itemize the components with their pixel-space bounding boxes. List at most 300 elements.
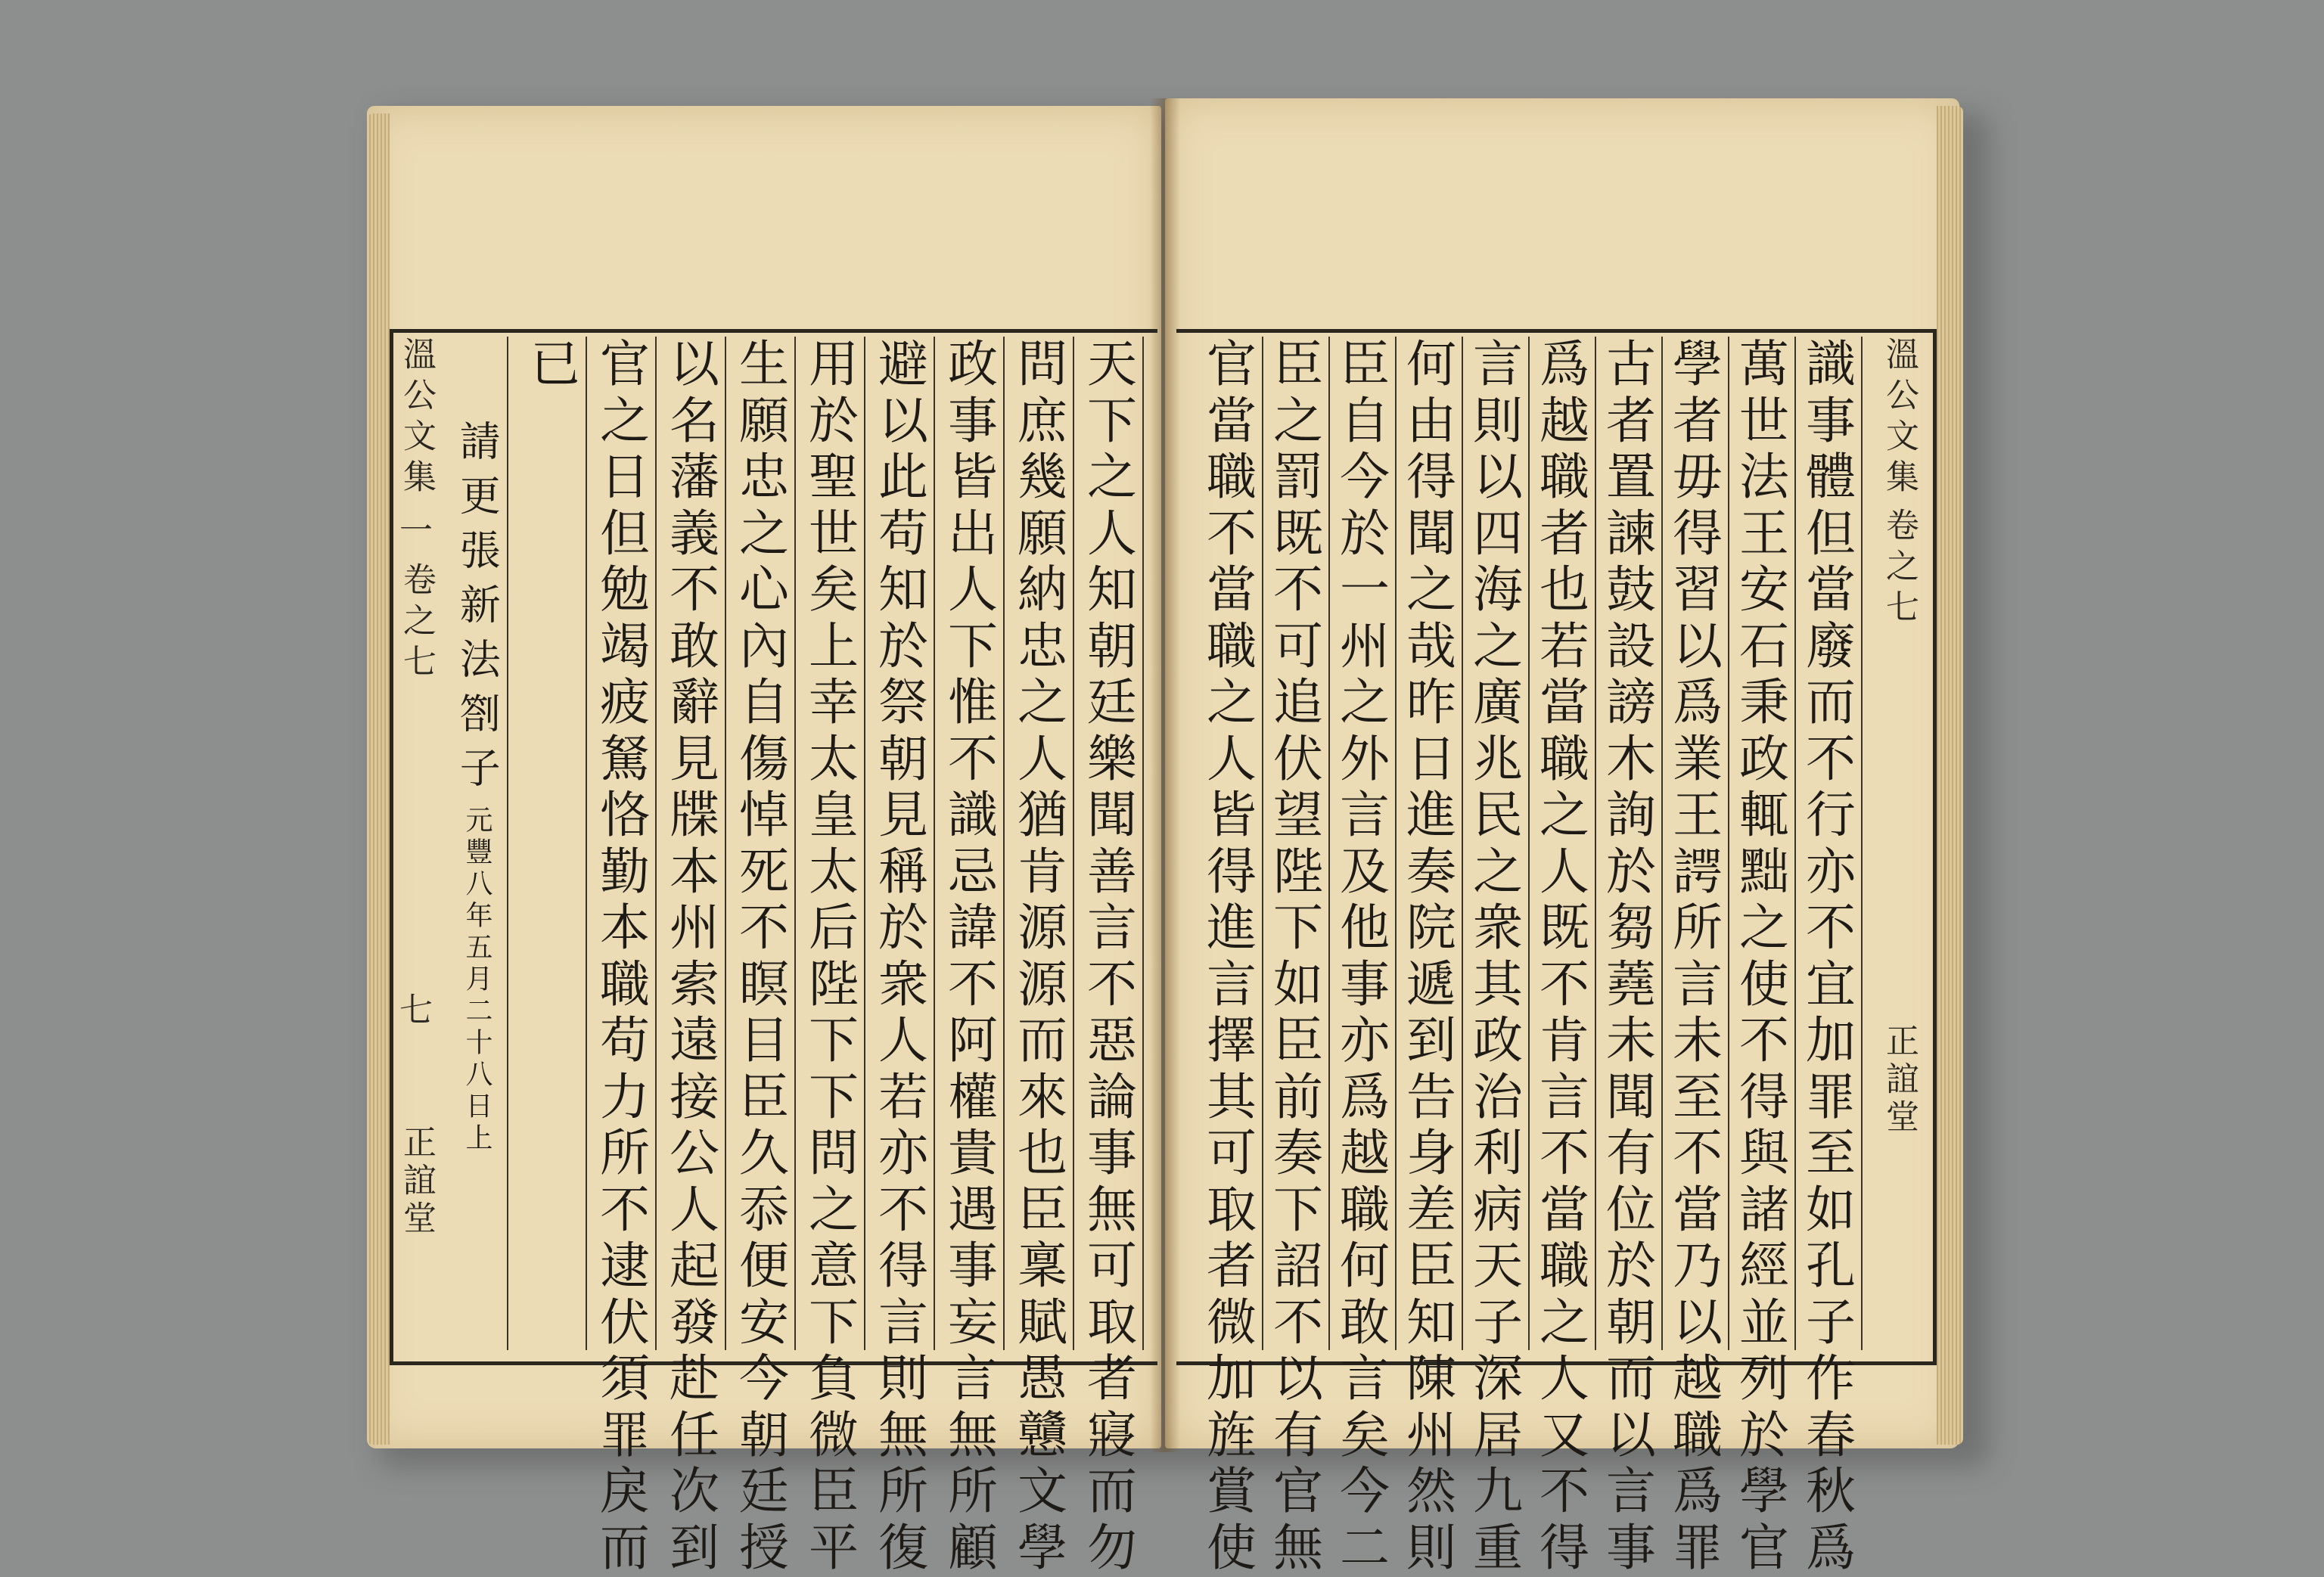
glyph: 官 — [1207, 335, 1257, 393]
glyph: 職 — [600, 955, 650, 1014]
glyph: 而 — [1087, 1462, 1137, 1520]
left-margin-bottom: 正誼堂 — [397, 1125, 436, 1238]
glyph: 置 — [1606, 448, 1656, 506]
glyph: 何 — [1340, 1237, 1390, 1295]
glyph: 罪 — [600, 1405, 650, 1464]
right-page-text-column — [1601, 335, 1663, 1577]
glyph: 朝 — [739, 1405, 789, 1464]
glyph: 猶 — [1018, 786, 1067, 844]
glyph: 不 — [1739, 1011, 1789, 1069]
right-page-text-column — [1468, 335, 1530, 1577]
right-margin-bottom: 正誼堂 — [1880, 1023, 1919, 1137]
glyph: 陛 — [1273, 842, 1323, 901]
glyph: 到 — [1406, 1011, 1456, 1069]
glyph: 諫 — [1606, 504, 1656, 563]
glyph: 不 — [1273, 560, 1323, 619]
glyph: 稱 — [878, 842, 928, 901]
glyph: 州 — [670, 899, 719, 957]
glyph: 重 — [1473, 1518, 1523, 1577]
glyph: 奏 — [1406, 842, 1456, 901]
glyph: 宜 — [1806, 955, 1856, 1014]
glyph: 當 — [1673, 1180, 1723, 1239]
glyph: 陛 — [809, 955, 859, 1014]
glyph: 天 — [1473, 1237, 1523, 1295]
glyph: 深 — [1473, 1349, 1523, 1408]
glyph: 如 — [1806, 1180, 1856, 1239]
glyph: 無 — [1087, 1180, 1137, 1239]
glyph: 今 — [1340, 1462, 1390, 1520]
glyph: 微 — [809, 1405, 859, 1464]
glyph: 業 — [1673, 729, 1723, 788]
glyph: 及 — [1340, 842, 1390, 901]
glyph: 已 — [530, 335, 580, 393]
glyph: 取 — [1087, 1293, 1137, 1352]
glyph: 則 — [1473, 391, 1523, 450]
glyph: 王 — [1739, 504, 1789, 563]
glyph: 疲 — [600, 673, 650, 731]
left-page-text-column — [803, 335, 865, 1577]
glyph: 職 — [1207, 616, 1257, 675]
left-margin-symbol: 一 — [399, 511, 433, 550]
glyph: 識 — [948, 786, 998, 844]
glyph: 若 — [1539, 616, 1589, 675]
right-page-text-column — [1201, 335, 1263, 1577]
glyph: 言 — [878, 1293, 928, 1352]
glyph: 太 — [809, 842, 859, 901]
glyph: 州 — [1406, 1405, 1456, 1464]
glyph: 無 — [948, 1405, 998, 1464]
glyph: 知 — [1087, 560, 1137, 619]
glyph: 人 — [1539, 1349, 1589, 1408]
glyph: 義 — [670, 504, 719, 563]
glyph: 哉 — [1406, 616, 1456, 675]
glyph: 越 — [1340, 1124, 1390, 1182]
glyph: 於 — [1739, 1405, 1789, 1464]
glyph: 進 — [1207, 899, 1257, 957]
glyph: 未 — [1673, 1011, 1723, 1069]
glyph: 爲 — [1673, 1462, 1723, 1520]
glyph: 由 — [1406, 391, 1456, 450]
right-page-text-column — [1401, 335, 1463, 1577]
glyph: 聞 — [1606, 1067, 1656, 1126]
glyph: 可 — [1207, 1124, 1257, 1182]
glyph: 既 — [1539, 899, 1589, 957]
glyph: 逮 — [600, 1237, 650, 1295]
glyph: 不 — [600, 1180, 650, 1239]
glyph: 不 — [1539, 955, 1589, 1014]
glyph: 當 — [1207, 391, 1257, 450]
glyph: 加 — [1207, 1349, 1257, 1408]
left-page-text-column — [664, 335, 726, 1577]
glyph: 言 — [1606, 1462, 1656, 1520]
glyph: 言 — [948, 1349, 998, 1408]
glyph: 於 — [1606, 842, 1656, 901]
glyph: 言 — [1673, 955, 1723, 1014]
glyph: 言 — [1340, 786, 1390, 844]
glyph: 職 — [1340, 1180, 1390, 1239]
glyph: 賦 — [1018, 1293, 1067, 1352]
glyph: 治 — [1473, 1067, 1523, 1126]
glyph: 言 — [1340, 1349, 1390, 1408]
glyph: 人 — [1539, 842, 1589, 901]
glyph: 起 — [670, 1237, 719, 1295]
glyph: 出 — [948, 504, 998, 563]
left-page-text-column — [1082, 335, 1144, 1577]
glyph: 赴 — [670, 1349, 719, 1408]
glyph: 敢 — [670, 616, 719, 675]
glyph: 人 — [878, 1011, 928, 1069]
glyph: 知 — [878, 560, 928, 619]
right-margin-title: 溫公文集 — [1880, 337, 1919, 500]
glyph: 內 — [739, 616, 789, 675]
glyph: 聞 — [1087, 786, 1137, 844]
glyph: 死 — [739, 842, 789, 901]
glyph: 院 — [1406, 899, 1456, 957]
glyph: 人 — [1207, 729, 1257, 788]
glyph: 苟 — [878, 504, 928, 563]
glyph: 人 — [1018, 729, 1067, 788]
glyph: 世 — [1739, 391, 1789, 450]
glyph: 學 — [1018, 1518, 1067, 1577]
glyph: 善 — [1087, 842, 1137, 901]
glyph: 臣 — [809, 1462, 859, 1520]
glyph: 於 — [878, 899, 928, 957]
glyph: 作 — [1806, 1349, 1856, 1408]
glyph: 朝 — [1087, 616, 1137, 675]
glyph: 事 — [1087, 1124, 1137, 1182]
glyph: 之 — [1473, 616, 1523, 675]
glyph: 詔 — [1273, 1237, 1323, 1295]
glyph: 復 — [878, 1518, 928, 1577]
glyph: 本 — [600, 899, 650, 957]
glyph: 瞑 — [739, 955, 789, 1014]
glyph: 不 — [948, 729, 998, 788]
glyph: 肯 — [1018, 842, 1067, 901]
glyph: 也 — [1539, 560, 1589, 619]
glyph: 太 — [809, 729, 859, 788]
glyph: 以 — [670, 335, 719, 393]
right-page-text-column — [1334, 335, 1397, 1577]
glyph: 列 — [1739, 1349, 1789, 1408]
glyph: 人 — [948, 560, 998, 619]
glyph: 以 — [1606, 1405, 1656, 1464]
glyph: 使 — [1207, 1518, 1257, 1577]
glyph: 以 — [1673, 616, 1723, 675]
glyph: 寢 — [1087, 1405, 1137, 1464]
glyph: 竭 — [600, 616, 650, 675]
glyph: 他 — [1340, 899, 1390, 957]
glyph: 下 — [948, 616, 998, 675]
glyph: 秉 — [1739, 673, 1789, 731]
glyph: 以 — [878, 391, 928, 450]
glyph: 平 — [809, 1518, 859, 1577]
glyph: 諸 — [1739, 1180, 1789, 1239]
glyph: 發 — [670, 1293, 719, 1352]
glyph: 職 — [1539, 1237, 1589, 1295]
glyph: 而 — [1018, 1011, 1067, 1069]
glyph: 知 — [1406, 1293, 1456, 1352]
glyph: 海 — [1473, 560, 1523, 619]
glyph: 今 — [739, 1349, 789, 1408]
glyph: 下 — [1087, 391, 1137, 450]
glyph: 之 — [1406, 560, 1456, 619]
glyph: 諤 — [1673, 842, 1723, 901]
glyph: 安 — [739, 1293, 789, 1352]
glyph: 經 — [1739, 1237, 1789, 1295]
glyph: 不 — [1273, 1293, 1323, 1352]
glyph: 臣 — [739, 1067, 789, 1126]
glyph: 但 — [1806, 504, 1856, 563]
glyph: 爲 — [1539, 335, 1589, 393]
glyph: 幾 — [1018, 448, 1067, 506]
glyph: 何 — [1406, 335, 1456, 393]
glyph: 公 — [670, 1124, 719, 1182]
glyph: 於 — [1606, 1237, 1656, 1295]
glyph: 所 — [948, 1462, 998, 1520]
glyph: 者 — [1207, 1237, 1257, 1295]
glyph: 願 — [1018, 504, 1067, 563]
glyph: 聞 — [1406, 504, 1456, 563]
glyph: 芻 — [1606, 899, 1656, 957]
glyph: 旌 — [1207, 1405, 1257, 1464]
glyph: 肯 — [1539, 1011, 1589, 1069]
glyph: 悼 — [739, 786, 789, 844]
glyph: 戇 — [1018, 1405, 1067, 1464]
glyph: 願 — [739, 391, 789, 450]
glyph: 之 — [1473, 842, 1523, 901]
glyph: 日 — [600, 448, 650, 506]
glyph: 臣 — [1273, 335, 1323, 393]
glyph: 之 — [1018, 673, 1067, 731]
glyph: 臣 — [1273, 1011, 1323, 1069]
glyph: 愚 — [1018, 1349, 1067, 1408]
glyph: 之 — [1207, 673, 1257, 731]
glyph: 不 — [948, 955, 998, 1014]
glyph: 任 — [670, 1405, 719, 1464]
glyph: 勿 — [1087, 1518, 1137, 1577]
glyph: 毋 — [1673, 448, 1723, 506]
glyph: 亦 — [1806, 842, 1856, 901]
glyph: 久 — [739, 1124, 789, 1182]
glyph: 於 — [809, 391, 859, 450]
glyph: 政 — [1473, 1011, 1523, 1069]
glyph: 戾 — [600, 1462, 650, 1520]
glyph: 無 — [878, 1405, 928, 1464]
glyph: 罪 — [1673, 1518, 1723, 1577]
glyph: 而 — [1606, 1349, 1656, 1408]
glyph: 病 — [1473, 1180, 1523, 1239]
glyph: 於 — [1340, 504, 1390, 563]
glyph: 當 — [1539, 673, 1589, 731]
glyph: 祭 — [878, 673, 928, 731]
glyph: 其 — [1207, 1067, 1257, 1126]
glyph: 有 — [1606, 1124, 1656, 1182]
glyph: 黜 — [1739, 842, 1789, 901]
glyph: 者 — [1539, 504, 1589, 563]
glyph: 言 — [1473, 335, 1523, 393]
glyph: 職 — [1539, 448, 1589, 506]
glyph: 奏 — [1273, 1124, 1323, 1182]
right-page-edges — [1937, 106, 1963, 1445]
glyph: 見 — [878, 786, 928, 844]
glyph: 須 — [600, 1349, 650, 1408]
glyph: 賞 — [1207, 1462, 1257, 1520]
glyph: 亦 — [878, 1124, 928, 1182]
glyph: 妄 — [948, 1293, 998, 1352]
glyph: 皆 — [1207, 786, 1257, 844]
glyph: 得 — [1539, 1518, 1589, 1577]
glyph: 不 — [1539, 1124, 1589, 1182]
glyph: 而 — [600, 1518, 650, 1577]
glyph: 駑 — [600, 729, 650, 788]
glyph: 告 — [1406, 1067, 1456, 1126]
glyph: 下 — [809, 1293, 859, 1352]
glyph: 謗 — [1606, 673, 1656, 731]
glyph: 萬 — [1739, 335, 1789, 393]
glyph: 權 — [948, 1067, 998, 1126]
glyph: 之 — [1340, 673, 1390, 731]
glyph: 但 — [600, 504, 650, 563]
glyph: 論 — [1087, 1067, 1137, 1126]
glyph: 罪 — [1806, 1067, 1856, 1126]
glyph: 自 — [1340, 391, 1390, 450]
glyph: 則 — [1406, 1518, 1456, 1577]
glyph: 不 — [1673, 1124, 1723, 1182]
glyph: 見 — [670, 729, 719, 788]
glyph: 政 — [1739, 729, 1789, 788]
glyph: 職 — [1207, 448, 1257, 506]
glyph: 之 — [1739, 899, 1789, 957]
glyph: 源 — [1018, 955, 1067, 1014]
glyph: 力 — [600, 1067, 650, 1126]
glyph: 可 — [1087, 1237, 1137, 1295]
glyph: 差 — [1406, 1180, 1456, 1239]
glyph: 身 — [1406, 1124, 1456, 1182]
glyph: 不 — [1806, 729, 1856, 788]
glyph: 惡 — [1087, 1011, 1137, 1069]
glyph: 以 — [1273, 1349, 1323, 1408]
glyph: 體 — [1806, 448, 1856, 506]
glyph: 古 — [1606, 335, 1656, 393]
glyph: 朝 — [878, 729, 928, 788]
right-page-text-column — [1800, 335, 1863, 1577]
glyph: 事 — [1606, 1518, 1656, 1577]
glyph: 避 — [878, 335, 928, 393]
glyph: 惟 — [948, 673, 998, 731]
glyph: 到 — [670, 1518, 719, 1577]
glyph: 不 — [1087, 955, 1137, 1014]
left-page-text-column — [873, 335, 935, 1577]
glyph: 行 — [1806, 786, 1856, 844]
glyph: 名 — [670, 391, 719, 450]
glyph: 衆 — [1473, 899, 1523, 957]
glyph: 者 — [1606, 391, 1656, 450]
glyph: 利 — [1473, 1124, 1523, 1182]
glyph: 言 — [1207, 955, 1257, 1014]
glyph: 擇 — [1207, 1011, 1257, 1069]
glyph: 敢 — [1340, 1293, 1390, 1352]
glyph: 不 — [739, 899, 789, 957]
glyph: 法 — [1739, 448, 1789, 506]
glyph: 子 — [1473, 1293, 1523, 1352]
glyph: 忌 — [948, 842, 998, 901]
glyph: 於 — [878, 616, 928, 675]
glyph: 辭 — [670, 673, 719, 731]
glyph: 州 — [1340, 616, 1390, 675]
glyph: 矣 — [1340, 1405, 1390, 1464]
glyph: 苟 — [600, 1011, 650, 1069]
glyph: 傷 — [739, 729, 789, 788]
glyph: 設 — [1606, 616, 1656, 675]
glyph: 次 — [670, 1462, 719, 1520]
glyph: 之 — [1087, 448, 1137, 506]
glyph: 加 — [1806, 1011, 1856, 1069]
left-margin-label — [393, 337, 439, 1350]
heading-date-note: 元豐八年五月二十八日上 — [461, 806, 492, 1155]
glyph: 陳 — [1406, 1349, 1456, 1408]
glyph: 蕘 — [1606, 955, 1656, 1014]
glyph: 之 — [1539, 1293, 1589, 1352]
glyph: 事 — [948, 1237, 998, 1295]
glyph: 不 — [670, 560, 719, 619]
glyph: 詢 — [1606, 786, 1656, 844]
glyph: 職 — [1673, 1405, 1723, 1464]
document-heading: 請更張新法劄子 — [453, 420, 502, 801]
glyph: 負 — [809, 1349, 859, 1408]
glyph: 忠 — [1018, 616, 1067, 675]
right-page-text-column — [1667, 335, 1729, 1577]
glyph: 皆 — [948, 448, 998, 506]
glyph: 人 — [1087, 504, 1137, 563]
glyph: 而 — [1806, 673, 1856, 731]
glyph: 用 — [809, 335, 859, 393]
glyph: 牒 — [670, 786, 719, 844]
glyph: 民 — [1473, 786, 1523, 844]
heading-column — [446, 337, 508, 1350]
glyph: 王 — [1673, 786, 1723, 844]
glyph: 秋 — [1806, 1462, 1856, 1520]
glyph: 索 — [670, 955, 719, 1014]
glyph: 朝 — [1606, 1293, 1656, 1352]
glyph: 勤 — [600, 842, 650, 901]
glyph: 之 — [809, 1180, 859, 1239]
glyph: 遇 — [948, 1180, 998, 1239]
glyph: 至 — [1673, 1067, 1723, 1126]
glyph: 下 — [1273, 1180, 1323, 1239]
glyph: 自 — [739, 673, 789, 731]
glyph: 事 — [1806, 391, 1856, 450]
glyph: 世 — [809, 504, 859, 563]
glyph: 廣 — [1473, 673, 1523, 731]
glyph: 位 — [1606, 1180, 1656, 1239]
glyph: 輒 — [1739, 786, 1789, 844]
glyph: 言 — [1087, 899, 1137, 957]
glyph: 所 — [878, 1462, 928, 1520]
glyph: 矣 — [809, 560, 859, 619]
glyph: 爲 — [1340, 1067, 1390, 1126]
glyph: 后 — [809, 899, 859, 957]
glyph: 稟 — [1018, 1237, 1067, 1295]
left-page-text-column — [1012, 335, 1074, 1577]
glyph: 石 — [1739, 616, 1789, 675]
glyph: 兆 — [1473, 729, 1523, 788]
glyph: 來 — [1018, 1067, 1067, 1126]
glyph: 伏 — [1273, 729, 1323, 788]
glyph: 文 — [1018, 1462, 1067, 1520]
glyph: 官 — [600, 335, 650, 393]
glyph: 目 — [739, 1011, 789, 1069]
glyph: 孔 — [1806, 1237, 1856, 1295]
